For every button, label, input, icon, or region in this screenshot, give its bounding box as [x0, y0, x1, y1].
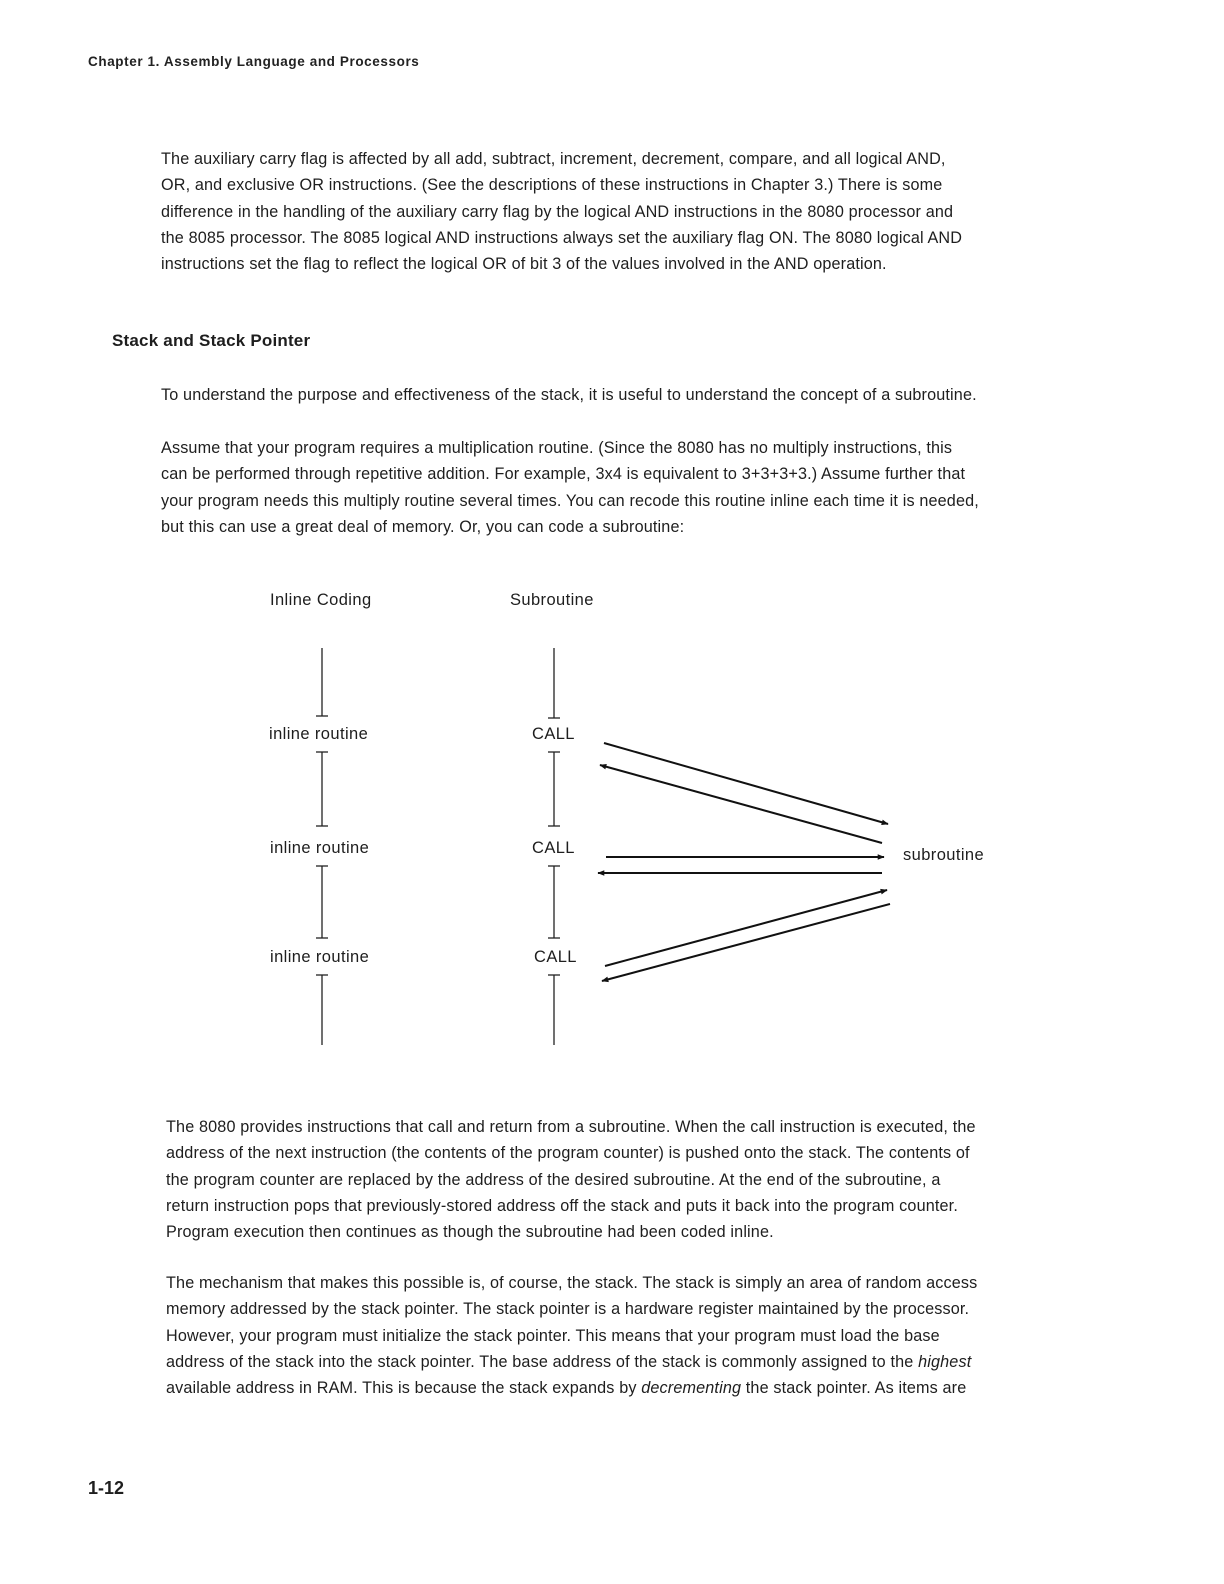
return-arrow [600, 765, 882, 843]
emphasis-highest: highest [918, 1352, 972, 1371]
text-line: the 8085 processor. The 8085 logical AND instructions always set the auxiliary flag ON. The 8080 logical AND [161, 228, 963, 247]
text-line: To understand the purpose and effectiveness of the stack, it is useful to understand the concept of a subroutine. [161, 386, 977, 404]
text-run: the stack pointer. As items are [741, 1379, 967, 1398]
return-arrow [602, 904, 890, 981]
inline-routine-label: inline routine [270, 948, 370, 966]
text-line: memory addressed by the stack pointer. The stack pointer is a hardware register maintained by the processor. [166, 1300, 970, 1319]
paragraph-call-return [166, 1114, 1106, 1245]
text-line: The 8080 provides instructions that call and return from a subroutine. When the call instruction is executed, the [166, 1118, 976, 1136]
text-line: Program execution then continues as though the subroutine had been coded inline. [166, 1223, 774, 1242]
section-heading: Stack and Stack Pointer [112, 331, 311, 350]
page-number: 1-12 [88, 1478, 125, 1498]
call-arrow [605, 890, 887, 966]
text-line: return instruction pops that previously-stored address off the stack and puts it back into the program counter. [166, 1196, 958, 1215]
text-line: However, your program must initialize the stack pointer. This means that your program must load the base [166, 1326, 940, 1345]
text-line: instructions set the flag to reflect the logical OR of bit 3 of the values involved in the AND operation. [161, 255, 887, 274]
text-line: address of the next instruction (the contents of the program counter) is pushed onto the stack. The contents of [166, 1144, 970, 1163]
text-line: The mechanism that makes this possible is, of course, the stack. The stack is simply an area of random access [166, 1274, 978, 1292]
inline-routine-label: inline routine [269, 725, 369, 743]
text-line: can be performed through repetitive addition. For example, 3x4 is equivalent to 3+3+3+3.) Assume further that [161, 465, 966, 484]
emphasis-decrementing: decrementing [641, 1379, 742, 1398]
text-line: Assume that your program requires a multiplication routine. (Since the 8080 has no multiply instructions, this [161, 439, 953, 457]
text-line: difference in the handling of the auxiliary carry flag by the logical AND instructions in the 8080 processor and [161, 202, 954, 221]
subroutine-target-label: subroutine [903, 846, 985, 864]
running-head: Chapter 1. Assembly Language and Processors [88, 54, 420, 69]
call-label: CALL [532, 839, 575, 857]
inline-coding-title: Inline Coding [270, 591, 372, 609]
call-label: CALL [532, 725, 575, 743]
inline-routine-label: inline routine [270, 839, 370, 857]
text-line: the program counter are replaced by the address of the desired subroutine. At the end of the subroutine, a [166, 1170, 941, 1189]
call-arrow [604, 743, 888, 824]
text-line [166, 1375, 1106, 1401]
call-label: CALL [534, 948, 577, 966]
text-line: your program needs this multiply routine several times. You can recode this routine inline each time it is needed, [161, 491, 979, 510]
text-line [166, 1349, 1106, 1375]
text-line: but this can use a great deal of memory. Or, you can code a subroutine: [161, 517, 685, 536]
text-line: OR, and exclusive OR instructions. (See the descriptions of these instructions in Chapter 3.) There is some [161, 176, 943, 195]
text-run: available address in RAM. This is because the stack expands by [166, 1379, 642, 1398]
text-line: The auxiliary carry flag is affected by all add, subtract, increment, decrement, compare, and all logical AND, [161, 150, 946, 168]
paragraph-stack-mechanism [166, 1270, 1106, 1401]
subroutine-title: Subroutine [510, 591, 594, 609]
text-run: address of the stack into the stack pointer. The base address of the stack is commonly assigned to the [166, 1352, 919, 1371]
